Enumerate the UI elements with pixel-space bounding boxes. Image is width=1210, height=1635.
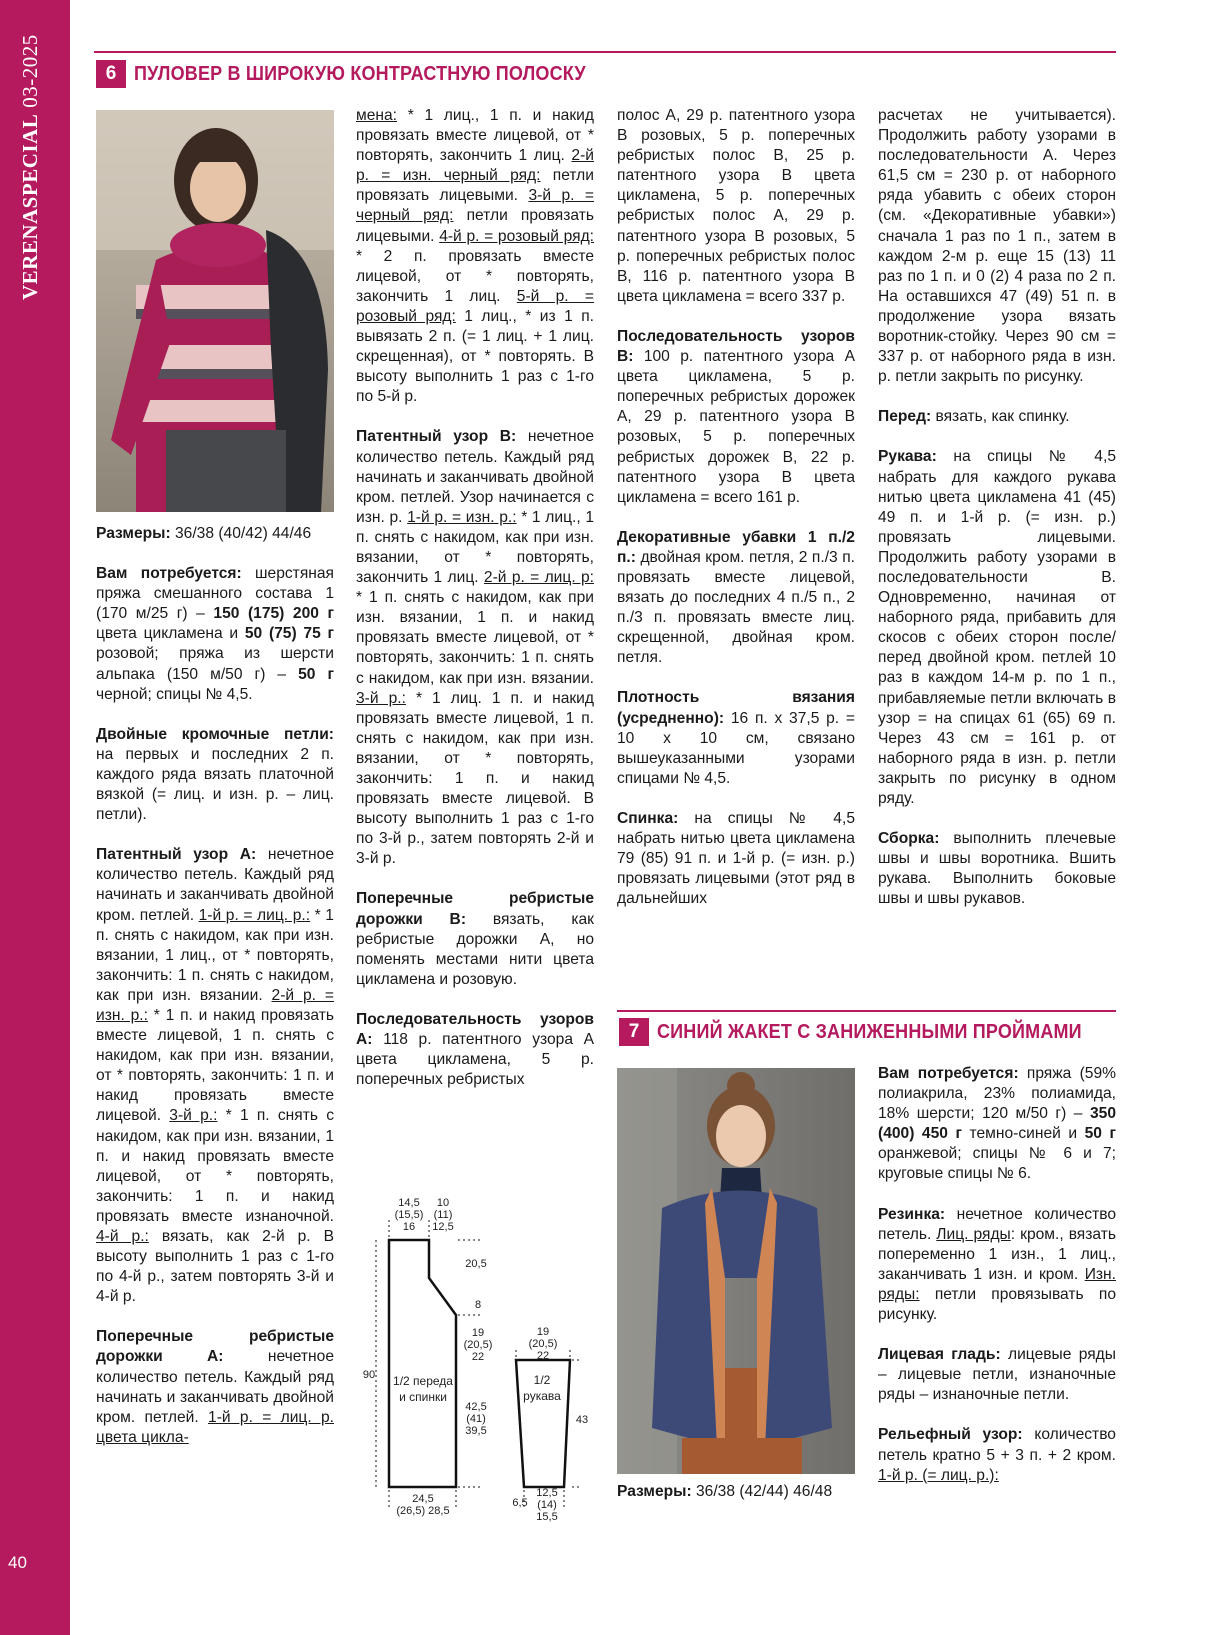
sweater-photo [96, 110, 334, 512]
section7-number: 7 [619, 1018, 649, 1046]
dim-top-left-3: 16 [402, 1221, 416, 1233]
sleeve-label-2: рукава [523, 1389, 561, 1403]
jacket-photo [617, 1068, 855, 1474]
dim-top-right-1: 10 [436, 1197, 450, 1209]
body-label-1: 1/2 переда [393, 1374, 453, 1388]
sleeve-height: 43 [575, 1414, 589, 1426]
dim-top-right-3: 12,5 [432, 1221, 454, 1233]
dim-bottom-1: 24,5 [412, 1493, 434, 1505]
sleeve-bottom-c: 15,5 [536, 1511, 558, 1523]
section7-title: СИНИЙ ЖАКЕТ С ЗАНИЖЕННЫМИ ПРОЙМАМИ [657, 1020, 1082, 1043]
dim-right-2: 8 [474, 1299, 482, 1311]
sleeve-label-1: 1/2 [533, 1373, 551, 1387]
dim-top-right-2: (11) [433, 1209, 453, 1221]
jacket-photo-image [617, 1068, 855, 1474]
brand-verena: VERENA [18, 208, 42, 300]
section7-header [619, 1018, 1129, 1046]
pattern-diagram-svg [356, 1190, 596, 1535]
sleeve-bottom-left: 6,5 [512, 1497, 528, 1509]
sweater-photo-image [96, 110, 334, 512]
section7-column: Вам потребуется: пряжа (59% полиакрила, 23% полиамида, 18% шерсти; 120 м/50 г) – 350 (400) 450 г темно-синей и 50 г оранжевой; спицы № 6 и 7; круговые спицы № 6. Резинка: нечетное количество петель. Лиц. ряды: кром., вязать попеременно 1 изн., 1 лиц., заканчивать 1 изн. и кром. Изн. ряды: петли провязывать по рисунку. Лицевая гладь: лицевые ряды – лицевые петли, изнаночные ряды – изнаночные петли. Рельефный узор: количество петель кратно 5 + 3 п. + 2 кром. 1-й р. (= лиц. р.): [878, 1065, 1116, 1484]
column-3: полос А, 29 р. патентного узора В розовых, 5 р. поперечных ребристых полос В, 25 р. патентного узора В цвета цикламена, 5 р. поперечных ребристых полос А, 29 р. патентного узора В розовых, 5 р. поперечных ребристых полос В, 116 р. патентного узора В цвета цикламена = всего 337 р. Последовательность узоров В: 100 р. патентного узора А цвета цикламена, 5 р. поперечных ребристых дорожек А, 29 р. патентного узора В розовых, 5 р. поперечных ребристых дорожек В, 22 р. патентного узора В цвета цикламена = всего 161 р. Декоративные убавки 1 п./2 п.: двойная кром. петля, 2 п./3 п. провязать вместе лицевой, вязать до последних 4 п./5 п., 2 п./3 п. провязать вместе лиц. скрещенной, двойная кром. петля. Плотность вязания (усредненно): 16 п. х 37,5 р. = 10 х 10 см, связано вышеуказанными узорами спицами № 4,5. Спинка: на спицы № 4,5 набрать нитью цвета цикламена 79 (85) 91 п. и 1-й р. (= изн. р.) провязать лицевыми (этот ряд в дальнейших [617, 107, 855, 908]
section7-rule [617, 1010, 1116, 1012]
column-4: расчетах не учитывается). Продолжить работу узорами в последовательности А. Через 61,5 см = 230 р. от наборного ряда убавить с обеих сторон (см. «Декоративные убавки») сначала 1 раз по 1 п., затем в каждом 2-м р. еще 15 (13) 11 раз по 1 п. и 0 (2) 4 раза по 2 п. На оставшихся 47 (49) 51 п. в продолжение узора вязать воротник-стойку. Через 90 см = 337 р. от наборного ряда в изн. р. петли закрыть по рисунку. Перед: вязать, как спинку. Рукава: на спицы № 4,5 набрать для каждого рукава нитью цвета цикламена 41 (45) 49 п. и 1-й р. (= изн. р.) провязать лицевыми. Продолжить работу узорами в последовательности В. Одновременно, начиная от наборного ряда, прибавить для скосов с обеих сторон после/перед двойной кром. петлей 10 раз в каждом 14-м р. по 1 п., прибавляемые петли включать в узор = на спицах 61 (65) 69 п. Через 43 см = 161 р. от наборного ряда в изн. р. петли закрыть по рисунку в одном ряду. Сборка: выполнить плечевые швы и швы воротника. Вшить рукава. Выполнить боковые швы и швы рукавов. [878, 107, 1116, 908]
dim-right-1: 20,5 [465, 1258, 487, 1270]
magazine-sidebar [0, 0, 70, 1635]
sleeve-bottom-b: (14) [537, 1499, 557, 1511]
section6-number: 6 [96, 60, 126, 88]
section6-rule [94, 51, 1116, 53]
dim-top-left-2: (15,5) [394, 1209, 424, 1221]
dim-right-3c: 22 [471, 1351, 485, 1363]
dim-right-4c: 39,5 [465, 1425, 487, 1437]
dim-right-4b: (41) [466, 1413, 486, 1425]
section7-sizes: Размеры: 36/38 (42/44) 46/48 [617, 1483, 833, 1500]
body-label-2: и спинки [399, 1390, 447, 1404]
dim-height: 90 [362, 1369, 376, 1381]
sleeve-top-c: 22 [536, 1350, 550, 1362]
dim-right-3a: 19 [471, 1327, 485, 1339]
issue-number: 03-2025 [18, 34, 42, 108]
section6-header [96, 60, 636, 88]
section6-title: ПУЛОВЕР В ШИРОКУЮ КОНТРАСТНУЮ ПОЛОСКУ [134, 62, 586, 85]
brand-special: SPECIAL [18, 113, 42, 209]
dim-right-4a: 42,5 [465, 1401, 487, 1413]
pattern-diagram [356, 1190, 596, 1535]
dim-bottom-2: (26,5) 28,5 [396, 1505, 450, 1517]
column-2: мена: * 1 лиц., 1 п. и накид провязать вместе лицевой, от * повторять, закончить 1 лиц. 2-й р. = изн. черный ряд: петли провязать лицевыми. 3-й р. = черный ряд: петли провязать лицевыми. 4-й р. = розовый ряд: * 2 п. провязать вместе лицевой, от * повторять, закончить 1 лиц. 5-й р. = розовый ряд: 1 лиц., * из 1 п. вывязать 2 п. (= 1 лиц. + 1 лиц. скрещенная), от * повторять. В высоту выполнить 1 раз с 1-го по 5-й р. Патентный узор В: нечетное количество петель. Каждый ряд начинать и заканчивать двойной кром. петлей. Узор начинается с изн. р. 1-й р. = изн. р.: * 1 лиц., 1 п. снять с накидом, как при изн. вязании, от * повторять, закончить 1 лиц. 2-й р. = лиц. р: * 1 п. снять с накидом, как при изн. вязании, 1 п. и накид провязать вместе лицевой, от * повторять, закончить: 1 п. снять с накидом, как при изн. вязании. 3-й р.: * 1 лиц. 1 п. и накид провязать вместе лицевой, 1 п. снять с накидом, как при изн. вязании, от * повторять, закончить: 1 п. и накид провязать вместе лицевой. В высоту выполнить 1 раз с 1-го по 3-й р., затем повторять 2-й и 3-й р. Поперечные ребристые дорожки В: вязать, как ребристые дорожки А, но поменять местами нити цвета цикламена и розовую. Последовательность узоров А: 118 р. патентного узора А цвета цикламена, 5 р. поперечных ребристых [356, 107, 595, 1089]
dim-top-left-1: 14,5 [398, 1197, 420, 1209]
dim-right-3b: (20,5) [463, 1339, 493, 1351]
sleeve-bottom-a: 12,5 [536, 1487, 558, 1499]
sleeve-top-a: 19 [536, 1326, 550, 1338]
column-1: Размеры: 36/38 (40/42) 44/46 Вам потребуется: шерстяная пряжа смешанного состава 1 (170 м/25 г) – 150 (175) 200 г цвета цикламена и 50 (75) 75 г розовой; пряжа из шерсти альпака (150 м/50 г) – 50 г черной; спицы № 4,5. Двойные кромочные петли: на первых и последних 2 п. каждого ряда вязать платочной вязкой (= лиц. и изн. р. – лиц. петли). Патентный узор А: нечетное количество петель. Каждый ряд начинать и заканчивать двойной кром. петлей. 1-й р. = лиц. р.: * 1 п. снять с накидом, как при изн. вязании, 1 лиц., от * повторять, закончить: 1 п. снять с накидом, как при изн. вязании. 2-й р. = изн. р.: * 1 п. и накид провязать вместе лицевой, 1 п. снять с накидом, как при изн. вязании, от * повторять, закончить: 1 п. и накид провязать вместе лицевой. 3-й р.: * 1 п. снять с накидом, как при изн. вязании, 1 п. и накид провязать вместе лицевой, от * повторять, закончить: 1 п. и накид провязать вместе изнаночной. 4-й р.: вязать, как 2-й р. В высоту выполнить 1 раз с 1-го по 4-й р., затем повторять 3-й и 4-й р. Поперечные ребристые дорожки А: нечетное количество петель. Каждый ряд начинать и заканчивать двойной кром. петлей. 1-й р. = лиц. р. цвета цикла- [96, 525, 335, 1446]
page-number: 40 [8, 1553, 27, 1572]
sleeve-top-b: (20,5) [528, 1338, 558, 1350]
